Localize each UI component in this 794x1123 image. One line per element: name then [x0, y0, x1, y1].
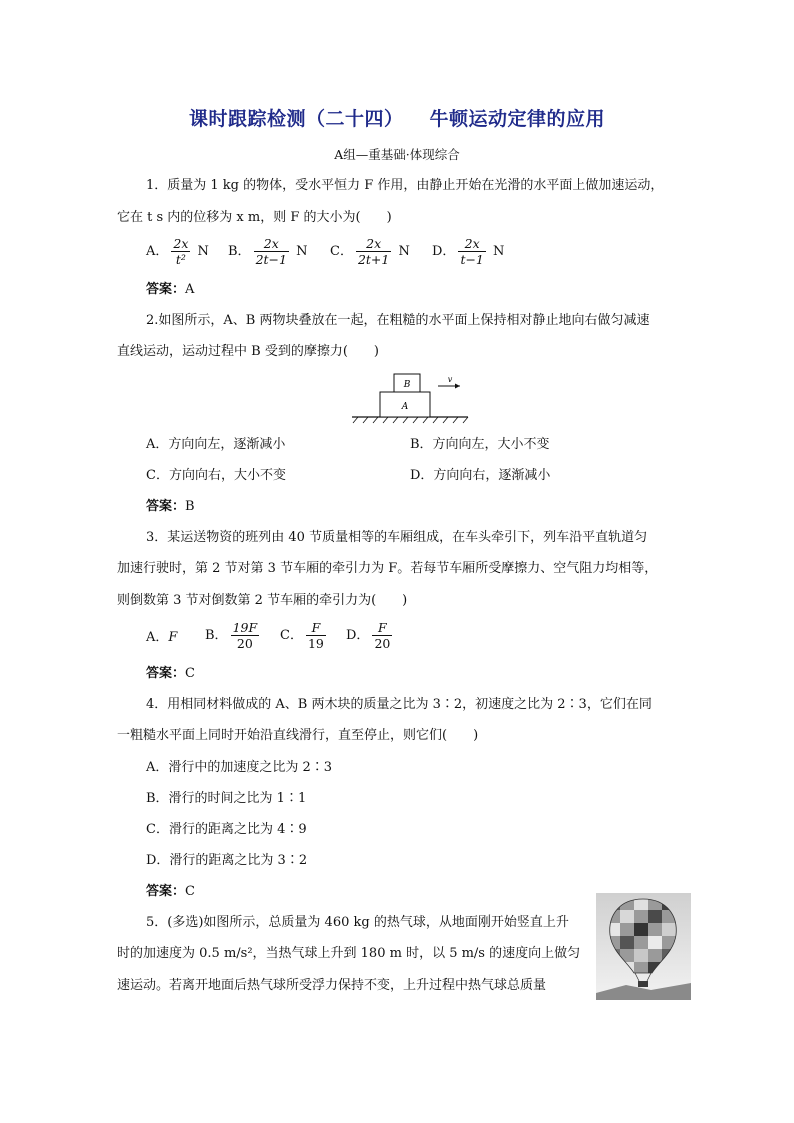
- title-topic: 牛顿运动定律的应用: [429, 108, 606, 130]
- q1-option-d: D． $\frac{2x}{t-1}$ N: [432, 236, 505, 267]
- q3-line2: 加速行驶时，第 2 节对第 3 节车厢的牵引力为 F。若每节车厢所受摩擦力、空气阻力均相等，: [117, 561, 658, 576]
- q3-answer: 答案：C: [146, 666, 195, 681]
- q4-option-d: D．滑行的距离之比为 3∶2: [146, 853, 308, 868]
- q2-line1: 2.如图所示，A、B 两物块叠放在一起，在粗糙的水平面上保持相对静止地向右做匀减速: [146, 313, 650, 328]
- q3-line3: 则倒数第 3 节对倒数第 2 节车厢的牵引力为( ): [117, 593, 408, 608]
- q4-option-b: B．滑行的时间之比为 1∶1: [146, 791, 307, 806]
- q1-option-c: C． $\frac{2x}{2t+1}$ N: [330, 236, 410, 267]
- hot-air-balloon-image: [596, 893, 691, 1000]
- q3-line1: 3．某运送物资的班列由 40 节质量相等的车厢组成，在车头牵引下，列车沿平直轨道匀: [146, 530, 648, 545]
- q4-option-c: C．滑行的距离之比为 4∶9: [146, 822, 307, 837]
- block-b-label: B: [403, 380, 411, 390]
- velocity-label: v: [447, 375, 453, 384]
- arrowhead-icon: [455, 384, 460, 389]
- q4-line1: 4．用相同材料做成的 A、B 两木块的质量之比为 3∶2，初速度之比为 2∶3，它们在同: [146, 697, 652, 712]
- q3-option-d: D． $\frac{F}{20}$: [346, 620, 391, 651]
- q5-line1: 5．(多选)如图所示，总质量为 460 kg 的热气球，从地面刚开始竖直上升: [146, 915, 569, 930]
- blocks-diagram: [350, 366, 470, 424]
- page-title: [0, 104, 794, 131]
- q2-option-d: D．方向向右，逐渐减小: [410, 468, 551, 483]
- q4-line2: 一粗糙水平面上同时开始沿直线滑行，直至停止，则它们( ): [117, 728, 479, 743]
- q3-option-a: A．F: [146, 630, 178, 645]
- block-a-label: A: [401, 402, 409, 412]
- q5-line3: 速运动。若离开地面后热气球所受浮力保持不变，上升过程中热气球总质量: [117, 978, 547, 993]
- q5-line2: 时的加速度为 0.5 m/s²，当热气球上升到 180 m 时，以 5 m/s 的速度向上做匀: [117, 946, 581, 961]
- q3-option-b: B． $\frac{19F}{20}$: [205, 620, 258, 651]
- q2-line2: 直线运动，运动过程中 B 受到的摩擦力( ): [117, 344, 379, 359]
- q1-line2: 它在 t s 内的位移为 x m，则 F 的大小为( ): [117, 210, 392, 225]
- q1-answer: 答案：A: [146, 282, 195, 297]
- q1-option-a: A． $\frac{2x}{\text{t²}}$ N: [146, 236, 209, 267]
- section-heading: A组—重基础·体现综合: [334, 147, 460, 162]
- q2-option-a: A．方向向左，逐渐减小: [146, 437, 286, 452]
- q2-answer: 答案：B: [146, 499, 195, 514]
- q4-option-a: A．滑行中的加速度之比为 2∶3: [146, 760, 333, 775]
- q2-option-b: B．方向向左，大小不变: [410, 437, 550, 452]
- q2-option-c: C．方向向右，大小不变: [146, 468, 286, 483]
- q1-option-b: B． $\frac{2x}{2t-1}$ N: [228, 236, 308, 267]
- q3-option-c: C． $\frac{F}{19}$: [280, 620, 324, 651]
- q1-line1: 1．质量为 1 kg 的物体，受水平恒力 F 作用，由静止开始在光滑的水平面上做加速运动，: [146, 178, 664, 193]
- title-main: 课时跟踪检测（二十四）: [188, 108, 404, 130]
- q4-answer: 答案：C: [146, 884, 195, 899]
